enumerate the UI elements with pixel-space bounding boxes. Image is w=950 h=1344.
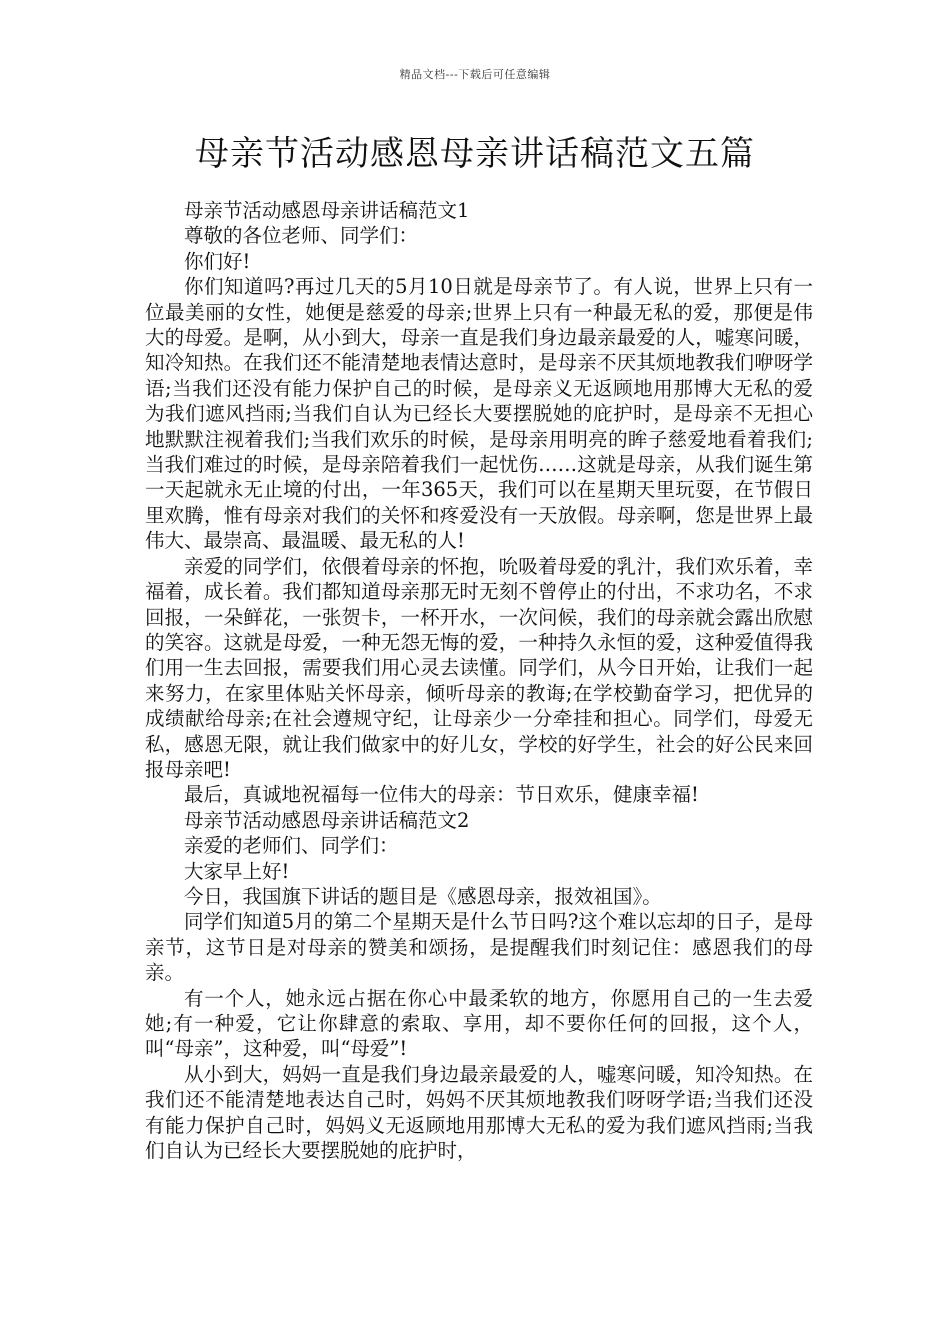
paragraph-section-heading-1: 母亲节活动感恩母亲讲话稿范文1 — [184, 199, 470, 222]
paragraph-body: 从小到大，妈妈一直是我们身边最亲最爱的人，嘘寒问暖，知冷知热。在我们还不能清楚地表达自己时，妈妈不厌其烦地教我们呀呀学语;当我们还没有能力保护自己时，妈妈义无返顾地用那博大无私的爱为我们遮风挡雨;当我们自认为已经长大要摆脱她的庇护时， — [145, 1062, 813, 1163]
paragraph-topic: 今日，我国旗下讲话的题目是《感恩母亲，报效祖国》。 — [184, 884, 662, 908]
paragraph-body: 有一个人，她永远占据在你心中最柔软的地方，你愿用自己的一生去爱她;有一种爱，它让你肆意的索取、享用，却不要你任何的回报，这个人，叫“母亲”，这种爱，叫“母爱”! — [145, 986, 813, 1061]
paragraph-body: 亲爱的同学们，依偎着母亲的怀抱，吮吸着母爱的乳汁，我们欢乐着，幸福着，成长着。我们都知道母亲那无时无刻不曾停止的付出，不求功名，不求回报，一朵鲜花，一张贺卡，一杯开水，一次问候，我们的母亲就会露出欣慰的笑容。这就是母爱，一种无怨无悔的爱，一种持久永恒的爱，这种爱值得我们用一生去回报，需要我们用心灵去读懂。同学们，从今日开始，让我们一起来努力，在家里体贴关怀母亲，倾听母亲的教诲;在学校勤奋学习，把优异的成绩献给母亲;在社会遵规守纪，让母亲少一分牵挂和担心。同学们，母爱无私，感恩无限，就让我们做家中的好儿女，学校的好学生，社会的好公民来回报母亲吧! — [145, 554, 813, 781]
header-note: 精品文档---下载后可任意编辑 — [399, 68, 551, 81]
document-title: 母亲节活动感恩母亲讲话稿范文五篇 — [195, 134, 755, 174]
paragraph-closing: 最后，真诚地祝福每一位伟大的母亲：节日欢乐，健康幸福! — [184, 783, 699, 807]
paragraph-body: 你们知道吗?再过几天的5月10日就是母亲节了。有人说，世界上只有一位最美丽的女性，她便是慈爱的母亲;世界上只有一种最无私的爱，那便是伟大的母爱。是啊，从小到大，母亲一直是我们身边最亲最爱的人，嘘寒问暖，知冷知热。在我们还不能清楚地表情达意时，是母亲不厌其烦地教我们咿呀学语;当我们还没有能力保护自己的时候，是母亲义无返顾地用那博大无私的爱为我们遮风挡雨;当我们自认为已经长大要摆脱她的庇护时，是母亲不无担心地默默注视着我们;当我们欢乐的时候，是母亲用明亮的眸子慈爱地看着我们;当我们难过的时候，是母亲陪着我们一起忧伤……这就是母亲，从我们诞生第一天起就永无止境的付出，一年365天，我们可以在星期天里玩耍，在节假日里欢腾，惟有母亲对我们的关怀和疼爱没有一天放假。母亲啊，您是世界上最伟大、最崇高、最温暖、最无私的人! — [145, 275, 813, 553]
paragraph-greeting: 大家早上好! — [184, 859, 290, 883]
paragraph-salutation: 亲爱的老师们、同学们： — [184, 834, 399, 858]
paragraph-section-heading-2: 母亲节活动感恩母亲讲话稿范文2 — [184, 808, 470, 832]
paragraph-greeting: 你们好! — [184, 249, 251, 273]
paragraph-salutation: 尊敬的各位老师、同学们： — [184, 224, 419, 248]
document-body — [145, 198, 813, 1163]
paragraph-body: 同学们知道5月的第二个星期天是什么节日吗?这个难以忘却的日子，是母亲节，这节日是对母亲的赞美和颂扬，是提醒我们时刻记住：感恩我们的母亲。 — [145, 910, 813, 985]
